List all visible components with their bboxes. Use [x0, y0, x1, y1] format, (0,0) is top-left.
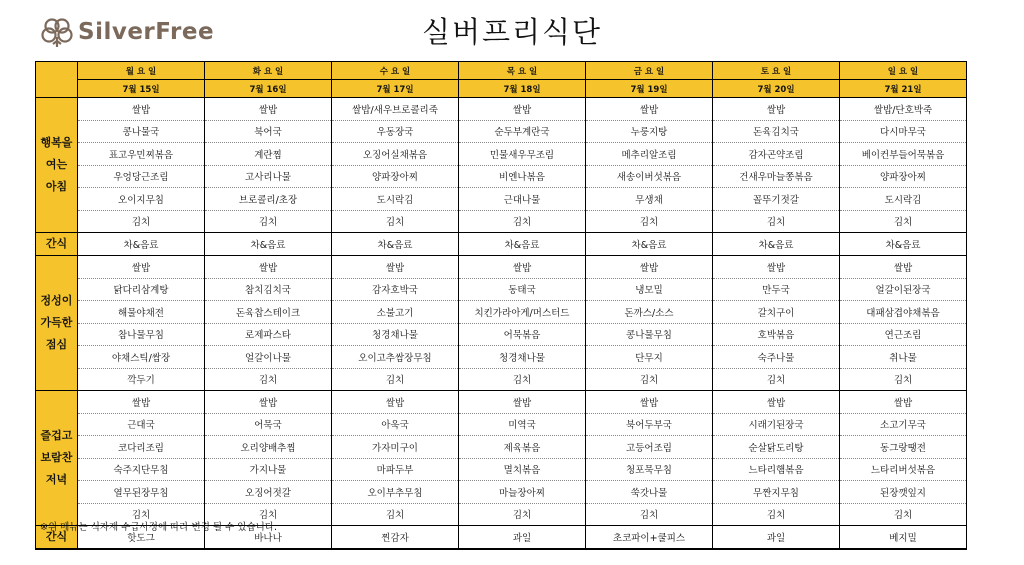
- menu-cell: 쌀밥/단호박죽: [840, 98, 967, 121]
- menu-cell: 오이고추쌈장무침: [332, 346, 459, 369]
- menu-cell: 콩나물무침: [586, 323, 713, 346]
- menu-cell: 쑥갓나물: [586, 481, 713, 504]
- dinner-label-line: 즐겁고: [40, 429, 73, 442]
- menu-cell: 쌀밥: [332, 256, 459, 279]
- day-date-row: [36, 80, 967, 98]
- breakfast-row: [36, 188, 967, 211]
- menu-cell: 돈육김치국: [713, 120, 840, 143]
- breakfast-row: [36, 210, 967, 233]
- menu-cell: 쌀밥: [205, 98, 332, 121]
- menu-cell: 순두부계란국: [459, 120, 586, 143]
- menu-cell: 로제파스타: [205, 323, 332, 346]
- menu-cell: 느타리버섯볶음: [840, 458, 967, 481]
- menu-cell: 가지나물: [205, 458, 332, 481]
- menu-cell: 갈치구이: [713, 301, 840, 324]
- day-date: 7월 21일: [840, 80, 967, 98]
- menu-cell: 비엔나볶음: [459, 165, 586, 188]
- menu-cell: 고등어조림: [586, 436, 713, 459]
- menu-cell: 오이부추무침: [332, 481, 459, 504]
- menu-cell: 메추리알조림: [586, 143, 713, 166]
- menu-cell: 쌀밥: [840, 256, 967, 279]
- menu-cell: 냉모밀: [586, 278, 713, 301]
- menu-cell: 김치: [205, 503, 332, 526]
- snack-cell: 차&음료: [840, 233, 967, 256]
- menu-cell: 도시락김: [332, 188, 459, 211]
- menu-cell: 치킨가라아게/머스터드: [459, 301, 586, 324]
- lunch-row: [36, 368, 967, 391]
- menu-cell: 쌀밥: [205, 391, 332, 414]
- menu-cell: 동태국: [459, 278, 586, 301]
- menu-cell: 동그랑땡전: [840, 436, 967, 459]
- snack1-row: [36, 233, 967, 256]
- menu-cell: 김치: [332, 503, 459, 526]
- snack2-label: 간식: [36, 526, 78, 550]
- menu-cell: 쌀밥: [713, 256, 840, 279]
- menu-cell: 김치: [205, 210, 332, 233]
- menu-cell: 김치: [459, 210, 586, 233]
- menu-cell: 숙주나물: [713, 346, 840, 369]
- menu-cell: 쌀밥: [459, 391, 586, 414]
- menu-cell: 쌀밥: [78, 391, 205, 414]
- day-date: 7월 16일: [205, 80, 332, 98]
- menu-cell: 연근조림: [840, 323, 967, 346]
- lunch-label: [36, 256, 78, 391]
- menu-cell: 청경채나물: [332, 323, 459, 346]
- day-name-row: [36, 62, 967, 80]
- menu-cell: 쌀밥: [205, 256, 332, 279]
- menu-cell: 가자미구이: [332, 436, 459, 459]
- menu-cell: 도시락김: [840, 188, 967, 211]
- page-title: 실버프리식단: [421, 15, 603, 49]
- menu-cell: 양파장아찌: [332, 165, 459, 188]
- menu-cell: 김치: [78, 210, 205, 233]
- dinner-label: [36, 391, 78, 526]
- breakfast-row: [36, 143, 967, 166]
- lunch-row: [36, 256, 967, 279]
- day-name: 금 요 일: [586, 62, 713, 80]
- menu-cell: 참치김치국: [205, 278, 332, 301]
- menu-cell: 근대나물: [459, 188, 586, 211]
- menu-cell: 김치: [78, 503, 205, 526]
- menu-cell: 김치: [840, 368, 967, 391]
- menu-cell: 감자호박국: [332, 278, 459, 301]
- menu-cell: 얼갈이된장국: [840, 278, 967, 301]
- menu-cell: 새송이버섯볶음: [586, 165, 713, 188]
- lunch-label-line: 점심: [45, 338, 68, 351]
- menu-cell: 해물야채전: [78, 301, 205, 324]
- menu-cell: 김치: [586, 503, 713, 526]
- snack-cell: 바나나: [205, 526, 332, 550]
- menu-cell: 콩나물국: [78, 120, 205, 143]
- menu-cell: 북어국: [205, 120, 332, 143]
- menu-cell: 꼴뚜기젓갈: [713, 188, 840, 211]
- breakfast-label: [36, 98, 78, 233]
- menu-cell: 돈까스/소스: [586, 301, 713, 324]
- menu-cell: 아욱국: [332, 413, 459, 436]
- menu-cell: 김치: [713, 503, 840, 526]
- dinner-row: [36, 391, 967, 414]
- day-name: 월 요 일: [78, 62, 205, 80]
- menu-cell: 고사리나물: [205, 165, 332, 188]
- menu-cell: 오이지무침: [78, 188, 205, 211]
- menu-cell: 건새우마늘쫑볶음: [713, 165, 840, 188]
- menu-cell: 김치: [332, 210, 459, 233]
- menu-cell: 김치: [205, 368, 332, 391]
- menu-cell: 감자곤약조림: [713, 143, 840, 166]
- lunch-row: [36, 278, 967, 301]
- breakfast-row: [36, 98, 967, 121]
- menu-cell: 무짠지무침: [713, 481, 840, 504]
- menu-cell: 표고우민찌볶음: [78, 143, 205, 166]
- menu-cell: 베이컨부들어묵볶음: [840, 143, 967, 166]
- menu-cell: 계란찜: [205, 143, 332, 166]
- menu-cell: 오징어젓갈: [205, 481, 332, 504]
- menu-cell: 근대국: [78, 413, 205, 436]
- menu-cell: 숙주지단무침: [78, 458, 205, 481]
- menu-cell: 참나물무침: [78, 323, 205, 346]
- menu-cell: 김치: [586, 368, 713, 391]
- menu-cell: 소고기무국: [840, 413, 967, 436]
- snack-cell: 핫도그: [78, 526, 205, 550]
- menu-cell: 양파장아찌: [840, 165, 967, 188]
- dinner-row: [36, 458, 967, 481]
- menu-cell: 대패삼겹야채볶음: [840, 301, 967, 324]
- menu-cell: 청경채나물: [459, 346, 586, 369]
- menu-cell: 누룽지탕: [586, 120, 713, 143]
- menu-cell: 오징어실채볶음: [332, 143, 459, 166]
- breakfast-row: [36, 120, 967, 143]
- snack-cell: 과일: [459, 526, 586, 550]
- menu-cell: 쌀밥: [78, 98, 205, 121]
- snack-cell: 차&음료: [78, 233, 205, 256]
- snack-cell: 차&음료: [459, 233, 586, 256]
- menu-cell: 김치: [459, 503, 586, 526]
- menu-cell: 된장깻잎지: [840, 481, 967, 504]
- dinner-label-line: 보람찬: [40, 451, 73, 464]
- menu-cell: 깍두기: [78, 368, 205, 391]
- menu-cell: 쌀밥: [586, 98, 713, 121]
- snack-cell: 차&음료: [332, 233, 459, 256]
- dinner-row: [36, 413, 967, 436]
- menu-cell: 소불고기: [332, 301, 459, 324]
- menu-cell: 쌀밥: [713, 391, 840, 414]
- lunch-row: [36, 346, 967, 369]
- header-corner: [36, 62, 78, 98]
- menu-cell: 돈육찹스테이크: [205, 301, 332, 324]
- menu-cell: 마늘장아찌: [459, 481, 586, 504]
- menu-cell: 우엉당근조림: [78, 165, 205, 188]
- menu-cell: 쌀밥: [459, 98, 586, 121]
- snack-cell: 과일: [713, 526, 840, 550]
- menu-cell: 다시마무국: [840, 120, 967, 143]
- day-date: 7월 20일: [713, 80, 840, 98]
- day-date: 7월 17일: [332, 80, 459, 98]
- snack-cell: 초코파이+쿨피스: [586, 526, 713, 550]
- day-date: 7월 19일: [586, 80, 713, 98]
- lunch-label-line: 가득한: [40, 316, 73, 329]
- menu-body: [36, 98, 967, 550]
- lunch-label-line: 정성이: [40, 294, 73, 307]
- menu-cell: 쌀밥: [459, 256, 586, 279]
- menu-cell: 우동장국: [332, 120, 459, 143]
- snack-cell: 베지밀: [840, 526, 967, 550]
- dinner-row: [36, 481, 967, 504]
- lunch-row: [36, 301, 967, 324]
- breakfast-row: [36, 165, 967, 188]
- breakfast-label-line: 여는: [45, 158, 68, 171]
- day-name: 일 요 일: [840, 62, 967, 80]
- menu-cell: 어묵볶음: [459, 323, 586, 346]
- weekly-menu-table: [35, 61, 967, 550]
- menu-cell: 호박볶음: [713, 323, 840, 346]
- menu-change-note: ※위 메뉴는 식자재 수급사정에 따라 변경 될 수 있습니다.: [40, 522, 278, 533]
- day-name: 화 요 일: [205, 62, 332, 80]
- menu-cell: 쌀밥: [332, 391, 459, 414]
- day-date: 7월 18일: [459, 80, 586, 98]
- day-name: 수 요 일: [332, 62, 459, 80]
- menu-cell: 쌀밥: [586, 391, 713, 414]
- menu-cell: 미역국: [459, 413, 586, 436]
- menu-cell: 김치: [332, 368, 459, 391]
- dinner-row: [36, 436, 967, 459]
- menu-cell: 쌀밥: [586, 256, 713, 279]
- menu-cell: 민물새우무조림: [459, 143, 586, 166]
- breakfast-label-line: 아침: [45, 180, 68, 193]
- menu-cell: 김치: [586, 210, 713, 233]
- menu-cell: 청포묵무침: [586, 458, 713, 481]
- menu-cell: 단무지: [586, 346, 713, 369]
- menu-cell: 오리양배추찜: [205, 436, 332, 459]
- day-name: 목 요 일: [459, 62, 586, 80]
- menu-cell: 쌀밥: [78, 256, 205, 279]
- dinner-label-line: 저녁: [45, 473, 68, 486]
- menu-cell: 쌀밥: [713, 98, 840, 121]
- menu-cell: 김치: [840, 503, 967, 526]
- menu-cell: 쌀밥/새우브로콜리죽: [332, 98, 459, 121]
- snack-cell: 차&음료: [713, 233, 840, 256]
- menu-cell: 순살닭도리탕: [713, 436, 840, 459]
- menu-cell: 취나물: [840, 346, 967, 369]
- menu-cell: 코다리조림: [78, 436, 205, 459]
- menu-cell: 멸치볶음: [459, 458, 586, 481]
- day-date: 7월 15일: [78, 80, 205, 98]
- menu-cell: 북어두부국: [586, 413, 713, 436]
- menu-cell: 제육볶음: [459, 436, 586, 459]
- menu-cell: 김치: [840, 210, 967, 233]
- menu-cell: 어묵국: [205, 413, 332, 436]
- menu-cell: 얼갈이나물: [205, 346, 332, 369]
- menu-cell: 시래기된장국: [713, 413, 840, 436]
- menu-cell: 김치: [713, 210, 840, 233]
- snack-cell: 차&음료: [205, 233, 332, 256]
- menu-cell: 무생채: [586, 188, 713, 211]
- menu-cell: 마파두부: [332, 458, 459, 481]
- menu-cell: 김치: [713, 368, 840, 391]
- menu-cell: 닭다리삼계탕: [78, 278, 205, 301]
- menu-cell: 느타리햄볶음: [713, 458, 840, 481]
- menu-cell: 김치: [459, 368, 586, 391]
- snack-cell: 찐감자: [332, 526, 459, 550]
- menu-cell: 만두국: [713, 278, 840, 301]
- brand-name: SilverFree: [78, 19, 215, 45]
- breakfast-label-line: 행복을: [40, 136, 73, 149]
- menu-cell: 쌀밥: [840, 391, 967, 414]
- menu-cell: 브로콜리/초장: [205, 188, 332, 211]
- menu-cell: 야채스틱/쌈장: [78, 346, 205, 369]
- day-name: 토 요 일: [713, 62, 840, 80]
- lunch-row: [36, 323, 967, 346]
- snack1-label: 간식: [36, 233, 78, 256]
- menu-cell: 열무된장무침: [78, 481, 205, 504]
- snack-cell: 차&음료: [586, 233, 713, 256]
